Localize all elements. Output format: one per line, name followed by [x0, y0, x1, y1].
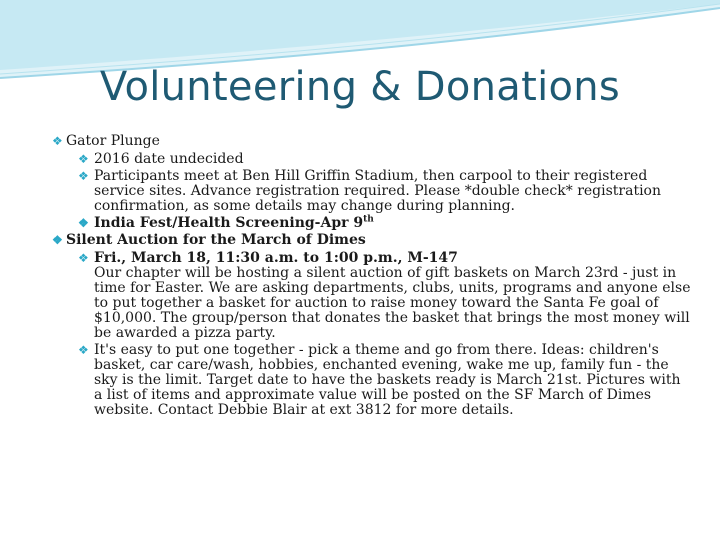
list-item: ❖ 2016 date undecided [78, 151, 244, 167]
diamond-bullet-icon: ❖ [78, 169, 89, 183]
list-item-india-fest: ❖ India Fest/Health Screening-Apr 9th [78, 214, 374, 231]
diamond-bullet-icon: ❖ [78, 152, 89, 166]
superscript-th: th [363, 214, 374, 225]
diamond-bullet-icon: ❖ [52, 134, 63, 148]
page-title: Volunteering & Donations [99, 64, 621, 110]
diamond-bullet-icon: ❖ [78, 216, 89, 230]
list-item-silent-auction: ❖ Silent Auction for the March of Dimes [52, 232, 366, 248]
diamond-bullet-icon: ❖ [52, 233, 63, 247]
list-item: ❖ Participants meet at Ben Hill Griffin Stadium, then carpool to their registered service sites. Advance registration required. Please *double check* registration confirmation, as some details may change during planning. [78, 168, 662, 214]
diamond-bullet-icon: ❖ [78, 251, 89, 265]
list-item: ❖ It's easy to put one together - pick a theme and go from there. Ideas: children's basket, car care/wash, hobbies, enchanted evening, wake me up, family fun - the sky is the limit. Target date to have the baskets ready is March 21st. Pictures with a list of items and approximate value will be posted on the SF March of Dimes website. Contact Debbie Blair at ext 3812 for more details. [78, 342, 681, 418]
list-item: ❖ Fri., March 18, 11:30 a.m. to 1:00 p.m., M-147 Our chapter will be hosting a silent auction of gift baskets on March 23rd - just in time for Easter. We are asking departments, clubs, units, programs and anyone else to put together a basket for auction to raise money toward the Santa Fe goal of $10,000. The group/person that donates the basket that brings the most money will be awarded a pizza party. [78, 250, 691, 341]
list-item-gator-plunge: ❖ Gator Plunge [52, 133, 160, 149]
bullet-list [52, 134, 692, 420]
diamond-bullet-icon: ❖ [78, 343, 89, 357]
